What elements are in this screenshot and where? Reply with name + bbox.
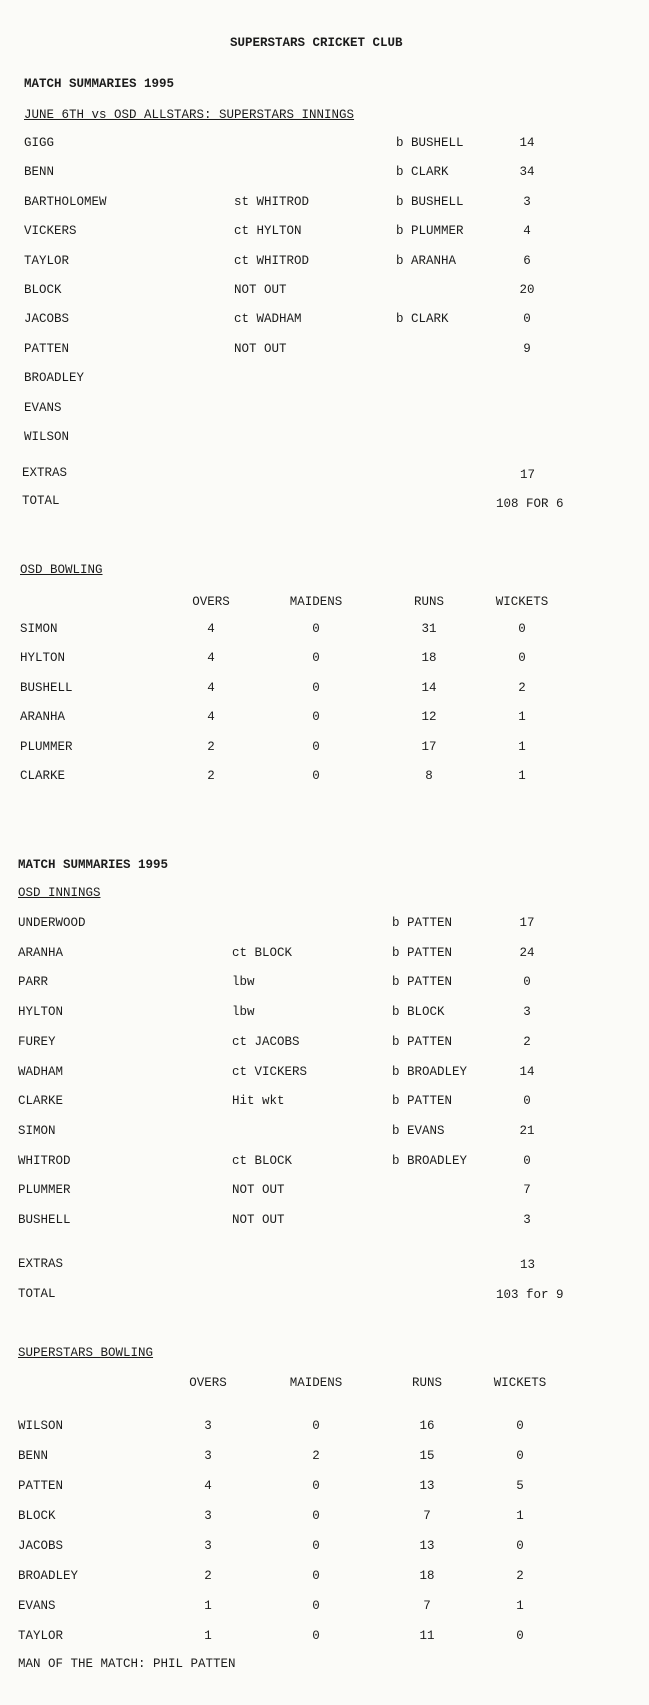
bowler-maidens: 0 [312,1629,320,1643]
bowler-runs: 15 [419,1449,435,1463]
bowler-wickets: 5 [516,1479,524,1493]
bowler-runs: 12 [421,710,437,725]
batsman-name: EVANS [24,400,62,415]
runs-header: RUNS [411,1376,443,1390]
batsman-name: PLUMMER [18,1183,71,1198]
bowler-overs: 4 [204,1479,212,1493]
batsman-name: BARTHOLOMEW [24,194,107,209]
dismissal-bowler: b PLUMMER [396,224,464,239]
bowling-row [0,769,649,785]
bowler-maidens: 0 [312,651,320,666]
bowler-name: BLOCK [18,1509,56,1523]
batting-row [0,165,649,181]
batting-row [0,916,649,932]
overs-header: OVERS [192,595,230,609]
dismissal-bowler: b BUSHELL [396,194,464,209]
bowler-runs: 31 [421,622,437,636]
bowler-wickets: 1 [518,710,526,725]
dismissal: Hit wkt [232,1094,285,1109]
club-title: SUPERSTARS CRICKET CLUB [230,36,403,50]
batsman-name: UNDERWOOD [18,916,86,930]
batsman-runs: 20 [519,283,535,297]
batsman-name: WHITROD [18,1153,71,1168]
wickets-header: WICKETS [493,1376,547,1390]
bowler-maidens: 2 [312,1449,320,1463]
dismissal: lbw [232,1005,255,1020]
bowler-overs: 3 [204,1509,212,1523]
summary2-total-label: TOTAL [18,1287,56,1301]
bowler-maidens: 0 [312,1419,320,1433]
dismissal: lbw [232,975,255,990]
dismissal: ct BLOCK [232,1153,293,1168]
batsman-runs: 17 [519,916,535,930]
batting-row [0,224,649,240]
batsman-runs: 0 [523,975,531,990]
dismissal-bowler: b BLOCK [392,1005,445,1020]
bowler-name: TAYLOR [18,1629,64,1643]
batting-row [0,254,649,270]
bowler-name: BUSHELL [20,680,73,695]
dismissal-bowler: b PATTEN [392,1094,453,1109]
batting-row [0,1183,649,1199]
batsman-runs: 34 [519,165,535,180]
runs-header: RUNS [413,595,445,609]
bowler-maidens: 0 [312,710,320,725]
batting-row [0,136,649,152]
summary2-extras-label: EXTRAS [18,1257,64,1271]
bowling-header-row [0,595,649,611]
batsman-name: WADHAM [18,1064,64,1079]
bowler-runs: 17 [421,739,437,754]
bowler-runs: 14 [421,680,437,695]
batsman-name: PARR [18,975,49,990]
bowler-maidens: 0 [312,1479,320,1493]
bowler-runs: 13 [419,1479,435,1493]
batsman-runs: 9 [523,341,531,356]
dismissal-bowler: b BROADLEY [392,1153,468,1168]
batsman-runs: 14 [519,1064,535,1079]
bowling-row [0,1449,649,1465]
dismissal: ct HYLTON [234,224,302,239]
bowler-wickets: 0 [516,1629,524,1643]
batting-row [0,195,649,211]
batsman-runs: 3 [523,1213,531,1227]
summary2-heading: MATCH SUMMARIES 1995 [18,858,169,872]
dismissal: NOT OUT [232,1183,285,1198]
bowling-row [0,1599,649,1615]
bowler-wickets: 2 [516,1569,524,1583]
bowler-name: PATTEN [18,1479,64,1493]
bowler-name: BENN [18,1449,49,1463]
batting-row [0,312,649,328]
bowler-name: JACOBS [18,1539,64,1553]
bowler-maidens: 0 [312,1539,320,1553]
batting-row [0,1213,649,1229]
maidens-header: MAIDENS [289,1376,343,1390]
batsman-runs: 24 [519,945,535,960]
dismissal: ct VICKERS [232,1064,308,1079]
bowling-row [0,1569,649,1585]
bowler-overs: 3 [204,1449,212,1463]
batsman-name: PATTEN [24,341,70,356]
batting-row [0,1065,649,1081]
batsman-name: ARANHA [18,945,64,960]
bowler-name: WILSON [18,1419,64,1433]
bowling-row [0,740,649,756]
bowler-name: PLUMMER [20,739,73,754]
bowler-maidens: 0 [312,1569,320,1583]
batsman-name: TAYLOR [24,253,70,268]
batsman-name: BUSHELL [18,1213,71,1227]
batsman-name: JACOBS [24,312,70,327]
batting-row [0,1124,649,1140]
bowler-wickets: 2 [518,680,526,695]
bowler-wickets: 0 [516,1419,524,1433]
batting-row [0,975,649,991]
bowler-overs: 4 [207,651,215,666]
bowler-overs: 2 [207,769,215,783]
batsman-name: WILSON [24,430,70,444]
batsman-name: BENN [24,165,55,180]
bowler-overs: 3 [204,1419,212,1433]
bowler-runs: 18 [419,1569,435,1583]
batting-row [0,283,649,299]
bowling-row [0,1509,649,1525]
dismissal: NOT OUT [234,341,287,356]
batting-row [0,1035,649,1051]
batsman-name: GIGG [24,136,55,150]
bowler-overs: 4 [207,710,215,725]
bowling-row [0,1539,649,1555]
batting-row [0,1154,649,1170]
bowler-runs: 8 [425,769,433,783]
summary1-heading: MATCH SUMMARIES 1995 [24,77,175,91]
batsman-runs: 0 [523,1153,531,1168]
dismissal-bowler: b CLARK [396,165,449,180]
bowler-wickets: 0 [518,622,526,636]
dismissal-bowler: b EVANS [392,1123,445,1138]
bowler-name: SIMON [20,622,58,636]
bowler-name: EVANS [18,1599,56,1613]
bowler-overs: 4 [207,622,215,636]
batting-row [0,342,649,358]
summary2-innings-title: OSD INNINGS [18,886,101,900]
bowler-name: ARANHA [20,710,66,725]
bowling-row [0,1629,649,1645]
batsman-name: CLARKE [18,1094,64,1109]
bowler-overs: 1 [204,1599,212,1613]
man-of-the-match: MAN OF THE MATCH: PHIL PATTEN [18,1657,236,1671]
batsman-runs: 4 [523,224,531,239]
bowler-runs: 7 [423,1509,431,1523]
bowling-row [0,651,649,667]
summary1-bowling-title: OSD BOWLING [20,563,103,577]
bowler-maidens: 0 [312,769,320,783]
batting-row [0,946,649,962]
summary2-total-value: 103 for 9 [496,1288,564,1302]
batsman-runs: 14 [519,136,535,150]
dismissal-bowler: b ARANHA [396,253,457,268]
batsman-name: BROADLEY [24,371,85,386]
dismissal: st WHITROD [234,194,310,209]
dismissal: ct JACOBS [232,1034,300,1049]
bowler-name: CLARKE [20,769,66,783]
bowler-overs: 2 [204,1569,212,1583]
batsman-runs: 0 [523,1094,531,1109]
bowler-wickets: 1 [518,769,526,783]
summary1-total-value: 108 FOR 6 [496,497,564,511]
bowler-wickets: 1 [518,739,526,754]
batsman-runs: 3 [523,194,531,209]
maidens-header: MAIDENS [289,595,343,609]
bowler-runs: 16 [419,1419,435,1433]
batsman-name: FUREY [18,1034,56,1049]
batsman-runs: 21 [519,1123,535,1138]
summary2-extras-value: 13 [520,1258,536,1272]
overs-header: OVERS [189,1376,227,1390]
bowling-row [0,710,649,726]
dismissal-bowler: b PATTEN [392,975,453,990]
summary1-extras-value: 17 [520,468,536,482]
bowler-maidens: 0 [312,739,320,754]
bowler-overs: 4 [207,680,215,695]
dismissal-bowler: b BUSHELL [396,136,464,150]
batting-row [0,371,649,387]
bowler-wickets: 0 [518,651,526,666]
batsman-name: BLOCK [24,283,62,297]
bowler-maidens: 0 [312,1599,320,1613]
dismissal-bowler: b CLARK [396,312,449,327]
batting-row [0,1005,649,1021]
bowler-maidens: 0 [312,1509,320,1523]
dismissal: NOT OUT [234,283,287,297]
bowler-name: HYLTON [20,651,66,666]
dismissal-bowler: b PATTEN [392,945,453,960]
batsman-name: VICKERS [24,224,77,239]
bowler-name: BROADLEY [18,1569,79,1583]
bowling-row [0,681,649,697]
bowler-overs: 2 [207,739,215,754]
bowler-maidens: 0 [312,622,320,636]
batting-row [0,401,649,417]
bowling-row [0,1419,649,1435]
bowler-overs: 1 [204,1629,212,1643]
batting-row [0,430,649,446]
bowling-row [0,622,649,638]
bowler-wickets: 0 [516,1539,524,1553]
dismissal: ct WHITROD [234,253,310,268]
batsman-runs: 0 [523,312,531,327]
summary1-extras-label: EXTRAS [22,466,68,480]
wickets-header: WICKETS [495,595,549,609]
batsman-runs: 6 [523,253,531,268]
summary1-total-label: TOTAL [22,494,60,508]
batting-row [0,1094,649,1110]
bowler-wickets: 0 [516,1449,524,1463]
batsman-runs: 2 [523,1034,531,1049]
batsman-runs: 7 [523,1183,531,1198]
bowler-wickets: 1 [516,1509,524,1523]
dismissal-bowler: b PATTEN [392,1034,453,1049]
dismissal-bowler: b PATTEN [392,916,453,930]
bowler-wickets: 1 [516,1599,524,1613]
bowling-row [0,1479,649,1495]
dismissal: NOT OUT [232,1213,285,1227]
batsman-name: HYLTON [18,1005,64,1020]
bowler-overs: 3 [204,1539,212,1553]
dismissal: ct WADHAM [234,312,302,327]
summary2-bowling-title: SUPERSTARS BOWLING [18,1346,154,1360]
dismissal: ct BLOCK [232,945,293,960]
bowling-header-row [0,1376,649,1392]
dismissal-bowler: b BROADLEY [392,1064,468,1079]
bowler-maidens: 0 [312,680,320,695]
batsman-runs: 3 [523,1005,531,1020]
bowler-runs: 11 [419,1629,435,1643]
batsman-name: SIMON [18,1123,56,1138]
bowler-runs: 13 [419,1539,435,1553]
bowler-runs: 18 [421,651,437,666]
bowler-runs: 7 [423,1599,431,1613]
summary1-innings-title: JUNE 6TH vs OSD ALLSTARS: SUPERSTARS INNINGS [24,108,355,122]
